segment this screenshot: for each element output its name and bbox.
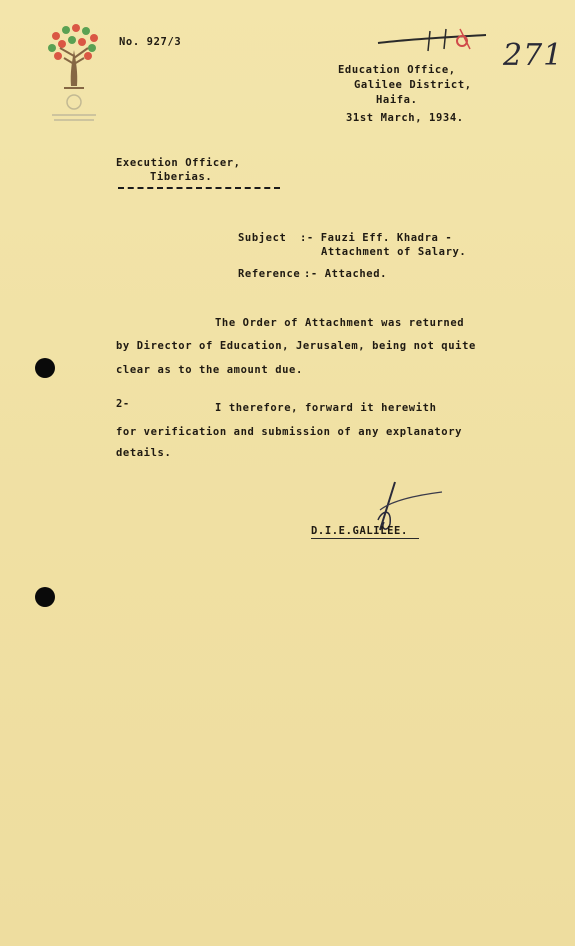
reference-value: :- Attached. — [304, 268, 388, 280]
letterhead-line-3: Haifa. — [376, 94, 418, 106]
reference-number: No. 927/3 — [119, 36, 182, 48]
archive-tree-logo-icon — [44, 22, 104, 132]
addressee-line-1: Execution Officer, — [116, 157, 241, 169]
letter-date: 31st March, 1934. — [346, 112, 464, 124]
paragraph-2-number: 2- — [116, 398, 130, 410]
paragraph-2-line-3: details. — [116, 447, 172, 459]
folio-number: 271 — [503, 38, 564, 73]
paragraph-1-line-1: The Order of Attachment was returned — [215, 317, 465, 329]
subject-line-2: Attachment of Salary. — [321, 246, 467, 258]
letterhead-line-2: Galilee District, — [354, 79, 472, 91]
addressee-underline — [118, 187, 280, 189]
letterhead-line-1: Education Office, — [338, 64, 456, 76]
paragraph-2-line-1: I therefore, forward it herewith — [215, 402, 437, 414]
subject-line-1: :- Fauzi Eff. Khadra - — [300, 232, 453, 244]
punch-hole-upper — [35, 358, 55, 378]
signature-block: D.I.E.GALILEE. — [311, 525, 408, 537]
subject-label: Subject — [238, 232, 287, 244]
signature-underline — [311, 538, 419, 539]
punch-hole-lower — [35, 587, 55, 607]
reference-label: Reference — [238, 268, 301, 280]
paragraph-1-line-2: by Director of Education, Jerusalem, being not quite — [116, 340, 476, 352]
paragraph-2-line-2: for verification and submission of any explanatory — [116, 426, 463, 438]
paragraph-1-line-3: clear as to the amount due. — [116, 364, 303, 376]
addressee-line-2: Tiberias. — [150, 171, 213, 183]
crossed-out-annotation-icon — [370, 25, 490, 55]
